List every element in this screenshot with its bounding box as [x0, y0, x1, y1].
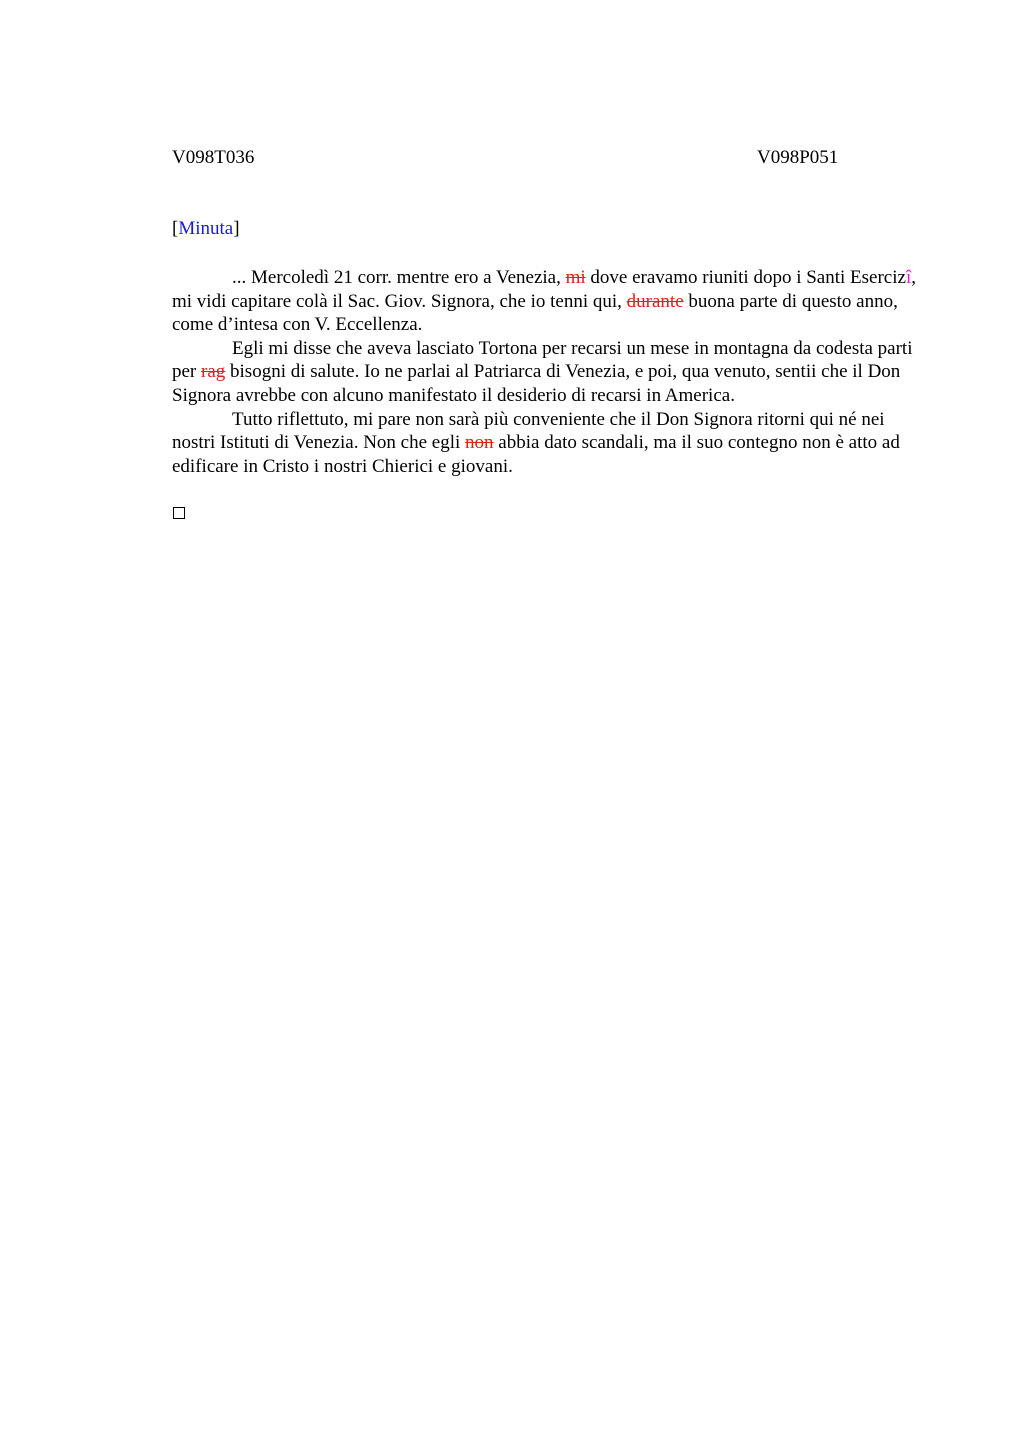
minuta-word: Minuta [178, 218, 234, 239]
paragraph-text: bisogni di salute. Io ne parlai al Patriarca di Venezia, e poi, qua venuto, sentii che il Don Signora avrebbe con alcuno manifestato il desiderio di recarsi in America. [172, 361, 901, 406]
deleted-word: non [465, 432, 494, 454]
letter-body [172, 266, 924, 478]
paragraph-text: ... Mercoledì 21 corr. mentre ero a Venezia, [232, 267, 566, 288]
paragraph-text: buona parte di questo anno, come d’intesa con V. Eccellenza. [172, 290, 898, 336]
paragraph-1 [172, 266, 924, 337]
minuta-label [172, 218, 240, 240]
deleted-word: durante [626, 290, 684, 312]
document-code-right: V098P051 [757, 147, 839, 168]
bracket-open: [ [172, 218, 179, 239]
square-box-icon [173, 507, 185, 519]
deleted-word: rag [201, 361, 226, 383]
bracket-close: ] [233, 218, 240, 239]
paragraph-3 [172, 408, 924, 479]
paragraph-text: dove eravamo riuniti dopo i Santi Eserciz [585, 267, 906, 288]
inserted-letter: î [905, 267, 912, 288]
deleted-word: mi [565, 267, 586, 288]
paragraph-text: , mi vidi capitare colà il Sac. Giov. Signora, che io tenni qui, [172, 267, 916, 312]
paragraph-text: Tutto riflettuto, mi pare non sarà più conveniente che il Don Signora ritorni qui né nei nostri Istituti di Venezia. Non che egli [172, 408, 885, 454]
paragraph-2 [172, 337, 924, 408]
paragraph-text: abbia dato scandali, ma il suo contegno non è atto ad edificare in Cristo i nostri Chierici e giovani. [172, 432, 900, 477]
paragraph-text: Egli mi disse che aveva lasciato Tortona per recarsi un mese in montagna da codesta parti per [172, 337, 913, 383]
document-code-left: V098T036 [172, 147, 255, 168]
